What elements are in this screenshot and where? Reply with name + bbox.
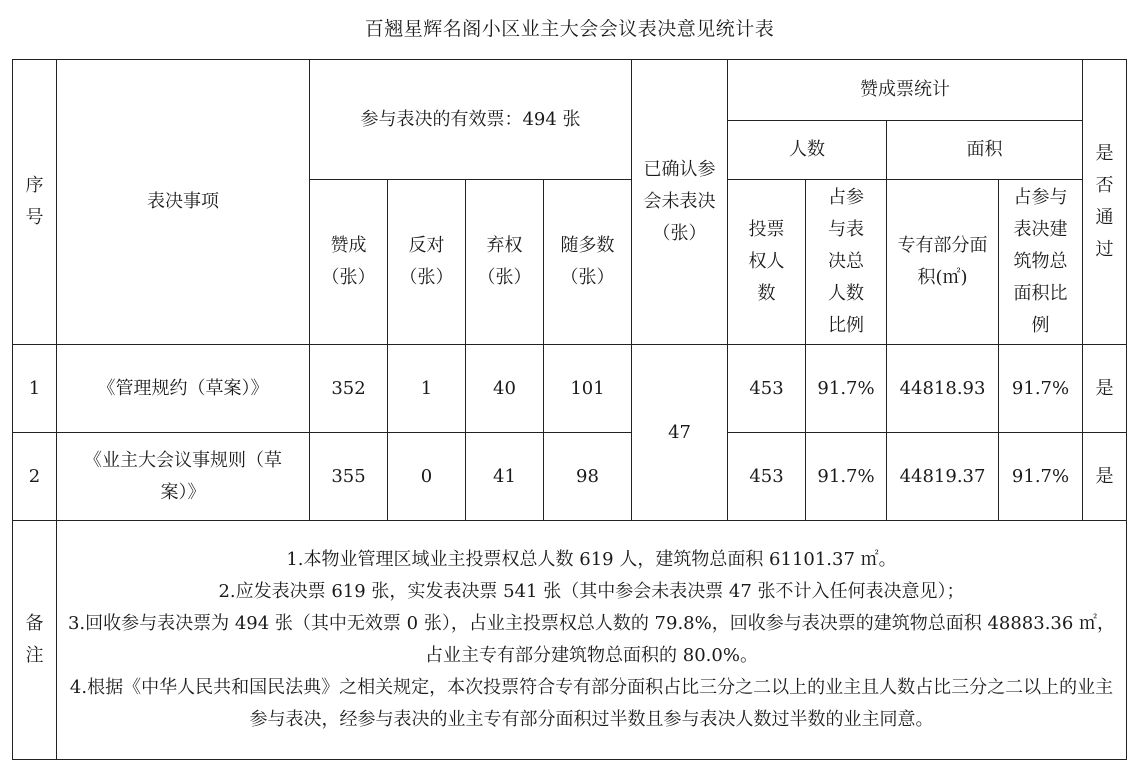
header-headcount: 人数 [728,121,887,180]
header-valid-votes: 参与表决的有效票：494 张 [310,60,632,180]
header-follow-majority: 随多数（张） [544,180,632,345]
header-passed: 是否通过 [1083,60,1127,345]
header-headcount-ratio: 占参与表决总人数比例 [806,180,887,345]
note-item: 1.本物业管理区域业主投票权总人数 619 人，建筑物总面积 61101.37 ㎡。 [286,549,897,570]
row-approve: 352 [310,345,388,433]
row-index: 2 [13,433,57,521]
header-exclusive-area: 专有部分面积(㎡) [887,180,999,345]
header-oppose: 反对（张） [388,180,466,345]
row-passed: 是 [1083,345,1127,433]
row-area-ratio: 91.7% [999,345,1083,433]
header-abstain: 弃权（张） [466,180,544,345]
notes-label: 备注 [13,521,57,760]
row-exclusive-area: 44818.93 [887,345,999,433]
header-area-ratio: 占参与表决建筑物总面积比例 [999,180,1083,345]
row-follow-majority: 98 [544,433,632,521]
row-passed: 是 [1083,433,1127,521]
table-row [13,345,1127,433]
row-index: 1 [13,345,57,433]
row-vote-holders: 453 [728,433,806,521]
notes-row [13,521,1127,760]
row-headcount-ratio: 91.7% [806,433,887,521]
note-item: 4.根据《中华人民共和国民法典》之相关规定，本次投票符合专有部分面积占比三分之二以上的业主且人数占比三分之二以上的业主参与表决，经参与表决的业主专有部分面积过半数且参与表决人数过半数的业主同意。 [69,677,1114,730]
document-title: 百翘星辉名阁小区业主大会会议表决意见统计表 [364,18,775,40]
header-approve: 赞成（张） [310,180,388,345]
header-approve-stats: 赞成票统计 [728,60,1083,121]
row-approve: 355 [310,433,388,521]
row-vote-holders: 453 [728,345,806,433]
row-headcount-ratio: 91.7% [806,345,887,433]
row-follow-majority: 101 [544,345,632,433]
table-row [13,433,1127,521]
note-item: 3.回收参与表决票为 494 张（其中无效票 0 张），占业主投票权总人数的 79.8%，回收参与表决票的建筑物总面积 48883.36 ㎡，占业主专有部分建筑物总面积的 80.0%。 [67,613,1116,666]
header-index: 序号 [13,60,57,345]
notes-content [57,521,1127,760]
row-matter: 《管理规约（草案）》 [57,345,310,433]
header-vote-holders: 投票权人数 [728,180,806,345]
header-area: 面积 [887,121,1083,180]
row-abstain: 41 [466,433,544,521]
row-exclusive-area: 44819.37 [887,433,999,521]
row-abstain: 40 [466,345,544,433]
row-area-ratio: 91.7% [999,433,1083,521]
confirmed-unvoted-value: 47 [632,345,728,521]
header-matter: 表决事项 [57,60,310,345]
note-item: 2.应发表决票 619 张，实发表决票 541 张（其中参会未表决票 47 张不计入任何表决意见）； [218,581,965,602]
vote-statistics-table [12,59,1127,760]
row-oppose: 0 [388,433,466,521]
header-confirmed-unvoted: 已确认参会未表决（张） [632,60,728,345]
row-matter: 《业主大会议事规则（草案）》 [57,433,310,521]
row-oppose: 1 [388,345,466,433]
